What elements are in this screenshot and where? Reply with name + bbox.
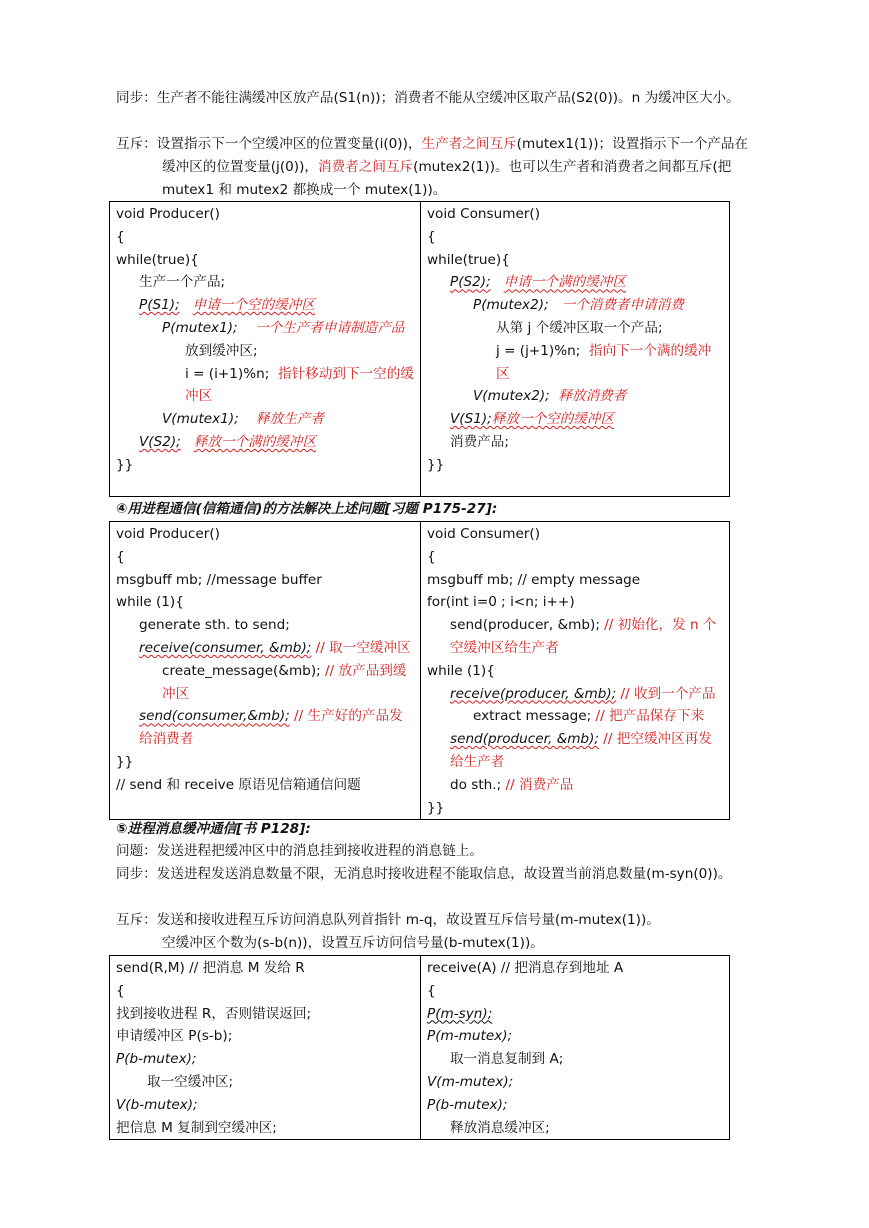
code-line: }} [427,456,445,473]
code-line: 申请缓冲区 P(s-b); [116,1028,233,1045]
code-text: V(mutex1); [162,411,239,428]
code-line: { [116,228,125,245]
code-line [427,705,723,728]
code-text: do sth.; [450,776,502,793]
code-line: P(m-mutex); [427,1028,513,1045]
code-line: 取一空缓冲区; [147,1073,234,1090]
code-comment: 释放生产者 [256,411,324,428]
sync-text: 发送进程发送消息数量不限，无消息时接收进程不能取信息，故设置当前消息数量(m-syn(0))。 [156,866,732,882]
code-line: while (1){ [427,662,495,679]
code-comment: // 把空缓冲区再发给生产者 [450,731,712,770]
code-line: receive(A) // 把消息存到地址 A [427,960,624,976]
mutex-red-2: 消费者之间互斥 [317,159,414,175]
code-text: P(mutex2); [473,297,549,314]
code-line: msgbuff mb; // empty message [427,571,641,588]
sync-label: 同步： [116,90,157,106]
sync-label: 同步： [116,866,157,882]
code-comment: 释放一个空的缓冲区 [491,411,615,428]
mutex-paragraph-2 [116,909,756,932]
mutex-text: 发送和接收进程互斥访问消息队列首指针 m-q，故设置互斥信号量(m-mutex(1))。 [156,912,660,928]
mutex-paragraph-3 [116,932,756,955]
consumer-cell [421,522,730,820]
code-text: receive(consumer, &mb); [139,639,312,656]
mutex-text-2: 空缓冲区个数为(s-b(n))，设置互斥访问信号量(b-mutex(1))。 [162,935,544,951]
code-line: 从第 j 个缓冲区取一个产品; [496,319,663,336]
problem-paragraph [116,840,756,863]
code-comment: 释放消费者 [558,388,627,405]
code-comment: // 初始化，发 n 个空缓冲区给生产者 [450,617,717,656]
code-line [116,363,414,409]
mutex-text-3: (mutex2(1))。也可以生产者和消费者之间都互斥(把 mutex1 和 mutex2 都换成一个 mutex(1))。 [162,159,732,198]
mutex-label: 互斥： [116,912,157,928]
code-line: 找到接收进程 R，否则错误返回; [116,1005,312,1022]
code-comment: 申请一个满的缓冲区 [503,274,626,291]
code-text: create_message(&mb); [162,662,321,679]
code-line: void Consumer() [427,526,541,542]
code-line: P(b-mutex); [427,1096,508,1113]
mutex-text-2: (mutex1(1))；设置指示下一个产品在缓冲区的位置变量(j(0))， [162,136,749,175]
mailbox-table [109,521,730,820]
mutex-paragraph [116,133,756,202]
code-text: extract message; [473,708,592,725]
code-line [116,660,414,706]
section-heading-5: ⑤进程消息缓冲通信[书 P128]: [116,821,311,837]
receive-cell [421,956,730,1140]
code-line [427,728,723,774]
code-line [116,317,414,340]
code-line: 取一消息复制到 A; [450,1051,564,1068]
code-text: j = (j+1)%n; [496,342,581,359]
code-comment: 一个生产者申请制造产品 [254,319,405,336]
code-comment: // 收到一个产品 [616,685,716,702]
producer-cell [110,522,421,820]
code-line [427,683,723,706]
code-line: while (1){ [116,594,184,611]
code-line: while(true){ [427,251,510,268]
sync-paragraph [116,87,756,110]
code-line [427,774,723,797]
consumer-cell [421,202,730,497]
code-line: 释放消息缓冲区; [450,1119,550,1136]
code-line: { [427,548,436,565]
code-line [427,271,723,294]
code-text: V(mutex2); [473,388,550,405]
code-line: { [116,548,125,565]
code-comment: 释放一个满的缓冲区 [193,433,317,450]
code-line: void Producer() [116,206,220,222]
code-line: void Consumer() [427,206,541,222]
code-comment-slash: // [289,708,308,725]
code-comment-slash: // [311,639,330,656]
code-line [116,294,414,317]
code-line: 放到缓冲区; [185,342,258,359]
code-text: P(S2); [450,274,491,291]
problem-label: 问题： [116,843,157,859]
code-line: 生产一个产品; [139,274,226,291]
code-comment: // 消费产品 [501,776,574,793]
code-comment: 指向下一个满的缓冲区 [496,342,712,382]
code-line: 消费产品; [450,433,509,450]
section-heading-4: ④用进程通信(信箱通信)的方法解决上述问题[习题 P175-27]: [116,501,498,517]
code-line: V(m-mutex); [427,1073,514,1090]
problem-text: 发送进程把缓冲区中的消息挂到接收进程的消息链上。 [156,843,484,859]
code-text: P(S1); [139,297,180,314]
code-line: void Producer() [116,526,220,542]
code-line [427,408,723,431]
code-line: { [427,982,436,999]
code-line [116,431,414,454]
code-text: send(producer, &mb); [450,617,600,634]
code-text: V(S2); [139,433,181,450]
code-line [427,385,723,408]
code-line: 把信息 M 复制到空缓冲区; [116,1119,277,1136]
code-comment-slash: // [320,662,339,679]
code-comment: 取一空缓冲区 [329,639,411,656]
code-text: send(producer, &mb); [450,731,599,748]
code-comment: 放产品到缓冲区 [162,662,407,702]
code-text: V(S1); [450,411,492,428]
code-line: // send 和 receive 原语见信箱通信问题 [116,776,361,793]
code-comment: 申请一个空的缓冲区 [192,297,315,314]
code-line: send(R,M) // 把消息 M 发给 R [116,960,305,976]
code-line: for(int i=0 ; i<n; i++) [427,594,575,611]
mutex-text-1: 设置指示下一个空缓冲区的位置变量(i(0))， [156,136,422,152]
code-line: P(m-syn); [427,1005,493,1022]
code-text: P(mutex1); [162,319,238,336]
code-line: { [116,982,125,999]
code-line [427,294,723,317]
code-comment: 生产好的产品发给消费者 [139,708,403,748]
sync-text: 生产者不能往满缓冲区放产品(S1(n))；消费者不能从空缓冲区取产品(S2(0))。n 为缓冲区大小。 [156,90,740,106]
code-line [427,614,723,660]
code-line [116,705,414,751]
code-comment: 一个消费者申请消费 [561,297,684,314]
code-line: P(b-mutex); [116,1051,197,1068]
producer-consumer-table [109,201,730,497]
code-line: }} [427,799,445,816]
code-line [116,408,414,431]
code-text: send(consumer,&mb); [139,708,290,725]
mutex-red-1: 生产者之间互斥 [421,136,517,152]
message-buffer-table [109,955,730,1140]
code-text: i = (i+1)%n; [185,365,270,382]
code-line: msgbuff mb; //message buffer [116,571,322,588]
send-cell [110,956,421,1140]
code-comment: 指针移动到下一空的缓冲区 [185,365,414,405]
producer-cell [110,202,421,497]
code-line: { [427,228,436,245]
code-line [427,340,723,386]
code-line: }} [116,753,134,770]
code-comment: // 把产品保存下来 [591,708,705,725]
code-line: }} [116,456,134,473]
mutex-label: 互斥： [116,136,157,152]
code-line: while(true){ [116,251,199,268]
sync-paragraph-2 [116,863,756,886]
code-line: generate sth. to send; [139,617,290,634]
code-text: receive(producer, &mb); [450,685,617,702]
code-line [116,637,414,660]
code-line: V(b-mutex); [116,1096,198,1113]
